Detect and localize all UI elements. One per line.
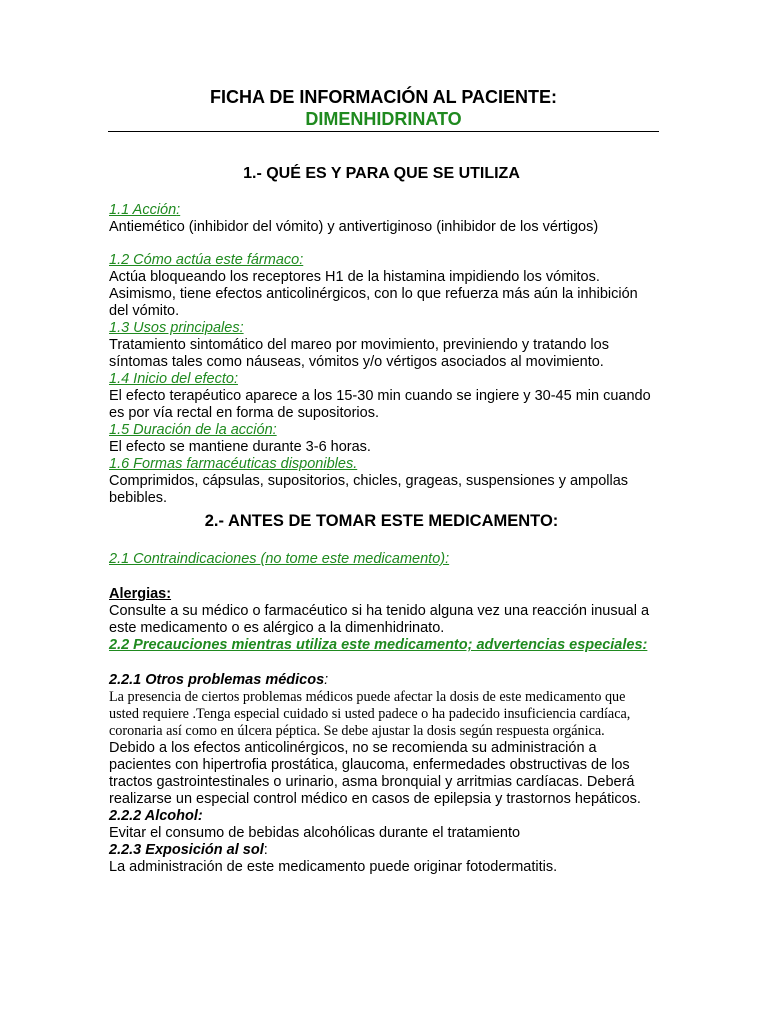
subsection-1-6-label: 1.6 Formas farmacéuticas disponibles. xyxy=(109,456,358,472)
spacer xyxy=(109,654,654,672)
subsection-2-2-1-label xyxy=(109,672,654,689)
subsection-2-2-1-text-serif: La presencia de ciertos problemas médicos puede afectar la dosis de este medicamento que usted requiere .Tenga especial cuidado si usted padece o ha padecido insuficiencia cardíaca, coronaria así como en úlcera péptica. Se debe ajustar la dosis según respuesta orgánica. xyxy=(109,689,631,739)
subsection-1-2-text: Actúa bloqueando los receptores H1 de la histamina impidiendo los vómitos. Asimismo, tiene efectos anticolinérgicos, con lo que refuerza más aún la inhibición del vómito. xyxy=(109,269,638,319)
allergy-text: Consulte a su médico o farmacéutico si ha tenido alguna vez una reacción inusual a este medicamento o es alérgico a la dimenhidrinato. xyxy=(109,603,650,636)
subsection-2-2-1-title: 2.2.1 Otros problemas médicos xyxy=(109,672,325,688)
subsection-2-1-label: 2.1 Contraindicaciones (no tome este medicamento): xyxy=(109,551,450,567)
subsection-1-5-label: 1.5 Duración de la acción: xyxy=(109,422,277,438)
subsection-2-2-3-text: La administración de este medicamento puede originar fotodermatitis. xyxy=(109,859,558,875)
subsection-1-1-text: Antiemético (inhibidor del vómito) y antivertiginoso (inhibidor de los vértigos) xyxy=(109,219,599,235)
subsection-1-4-text: El efecto terapéutico aparece a los 15-30 min cuando se ingiere y 30-45 min cuando es por vía rectal en forma de supositorios. xyxy=(109,388,651,421)
subsection-1-5-text: El efecto se mantiene durante 3-6 horas. xyxy=(109,439,371,455)
subsection-2-2-3-label xyxy=(109,842,654,859)
spacer xyxy=(109,236,654,252)
subsection-1-4-label: 1.4 Inicio del efecto: xyxy=(109,371,238,387)
allergy-label: Alergias: xyxy=(109,586,172,602)
subsection-1-3-text: Tratamiento sintomático del mareo por movimiento, previniendo y tratando los síntomas tales como náuseas, vómitos y/o vértigos asociados al movimiento. xyxy=(109,337,609,370)
document-body xyxy=(109,164,654,876)
subsection-1-1-title: 1.1 Acción xyxy=(109,202,177,218)
drug-name: DIMENHIDRINATO xyxy=(305,109,462,129)
subsection-1-3-label: 1.3 Usos principales: xyxy=(109,320,244,336)
section-1-heading: 1.- QUÉ ES Y PARA QUE SE UTILIZA xyxy=(243,165,520,182)
subsection-2-2-2-text: Evitar el consumo de bebidas alcohólicas durante el tratamiento xyxy=(109,825,521,841)
title-divider xyxy=(108,131,659,132)
spacer xyxy=(109,568,654,586)
title-line-1: FICHA DE INFORMACIÓN AL PACIENTE: xyxy=(210,87,557,107)
subsection-1-1-colon: : xyxy=(176,202,181,218)
subsection-2-2-1-colon: : xyxy=(324,672,329,688)
subsection-2-2-1-text: Debido a los efectos anticolinérgicos, no se recomienda su administración a pacientes con hipertrofia prostática, glaucoma, enfermedades obstructivas de los tractos gastrointestinales o urinario, asma bronquial y arritmias cardíacas. Deberá realizarse un especial control médico en casos de epilepsia y trastornos hepáticos. xyxy=(109,740,641,807)
subsection-2-2-3-colon: : xyxy=(263,842,268,858)
section-2-heading: 2.- ANTES DE TOMAR ESTE MEDICAMENTO: xyxy=(204,512,559,530)
document-title xyxy=(108,86,659,130)
subsection-1-6-text: Comprimidos, cápsulas, supositorios, chicles, grageas, suspensiones y ampollas bebibles. xyxy=(109,473,629,506)
subsection-1-1-label xyxy=(109,202,654,219)
subsection-2-2-3-title: 2.2.3 Exposición al sol xyxy=(109,842,264,858)
subsection-1-2-label: 1.2 Cómo actúa este fármaco: xyxy=(109,252,304,268)
subsection-2-2-2-label: 2.2.2 Alcohol: xyxy=(109,808,203,824)
subsection-2-2-label: 2.2 Precauciones mientras utiliza este medicamento; advertencias especiales: xyxy=(109,637,648,653)
